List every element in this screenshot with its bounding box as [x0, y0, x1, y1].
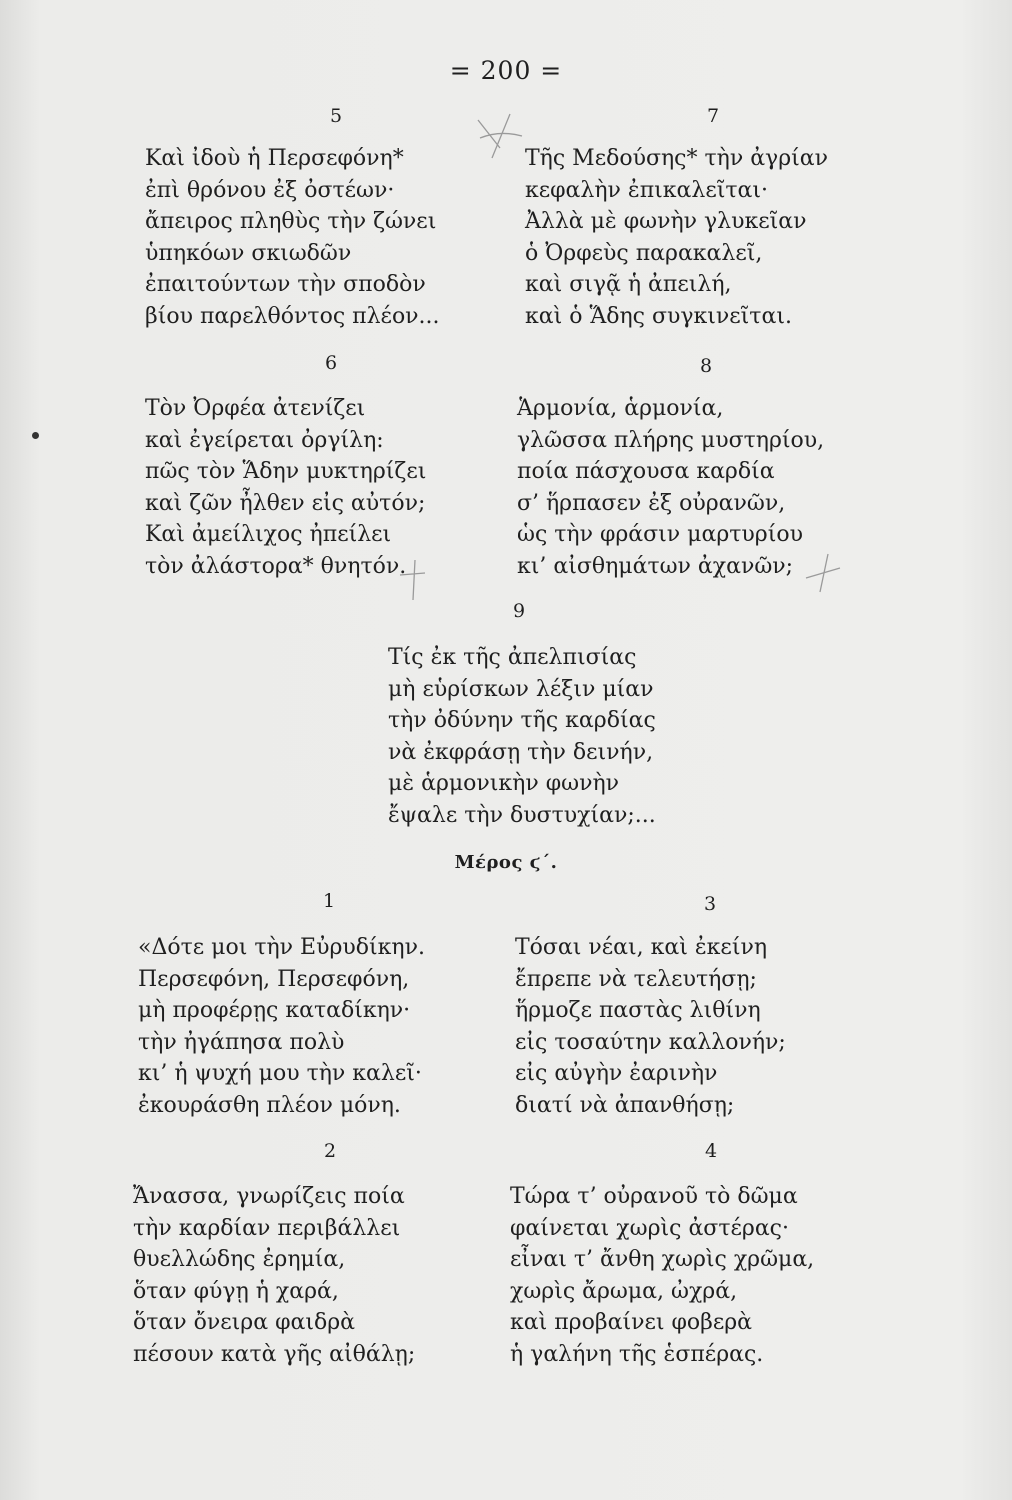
stanza-number: 9: [512, 600, 526, 622]
verse-line: καὶ ἐγείρεται ὀργίλη:: [145, 427, 384, 453]
verse-line: Τῆς Μεδούσης* τὴν ἀγρίαν: [525, 146, 828, 171]
verse-line: Ἄνασσα, γνωρίζεις ποία: [133, 1184, 405, 1209]
verse-line: εἰς αὐγὴν ἐαρινὴν: [515, 1061, 718, 1087]
verse-line: Ἀλλὰ μὲ φωνὴν γλυκεῖαν: [525, 209, 807, 235]
page-number: = 200 =: [449, 56, 563, 85]
verse-line: ἔπρεπε νὰ τελευτήσῃ;: [515, 966, 757, 992]
stanza-number: 3: [703, 893, 717, 915]
verse-line: τὸν ἀλάστορα* θνητόν.: [145, 553, 407, 579]
verse-line: ἔψαλε τὴν δυστυχίαν;...: [388, 802, 656, 828]
verse-line: Καὶ ἀμείλιχος ἠπείλει: [145, 522, 392, 548]
stanza-2: [133, 1181, 415, 1371]
verse-line: ὅταν φύγῃ ἡ χαρά,: [133, 1278, 339, 1304]
verse-line: ὡς τὴν φράσιν μαρτυρίου: [517, 522, 803, 548]
stanza-number: 6: [324, 352, 338, 374]
verse-line: θυελλώδης ἐρημία,: [133, 1247, 346, 1273]
verse-line: ἐπαιτούντων τὴν σποδὸν: [145, 272, 426, 298]
verse-line: εἶναι τ’ ἄνθη χωρὶς χρῶμα,: [510, 1247, 815, 1273]
verse-line: Καὶ ἰδοὺ ἡ Περσεφόνη*: [145, 146, 404, 171]
verse-line: ποία πάσχουσα καρδία: [517, 459, 775, 485]
verse-line: νὰ ἐκφράσῃ τὴν δεινήν,: [388, 739, 654, 765]
verse-line: γλῶσσα πλήρης μυστηρίου,: [517, 427, 825, 453]
verse-line: ὑπηκόων σκιωδῶν: [145, 240, 352, 266]
section-heading: Μέρος ϛ΄.: [454, 852, 558, 873]
stanza-8: [517, 393, 824, 583]
stanza-7: [525, 143, 828, 333]
stanza-5: [145, 143, 440, 333]
ink-dot: [32, 432, 39, 439]
pencil-mark-top: [470, 108, 530, 168]
verse-line: μὴ εὑρίσκων λέξιν μίαν: [388, 676, 654, 702]
verse-line: πῶς τὸν Ἅδην μυκτηρίζει: [145, 459, 427, 485]
verse-line: ἐκουράσθη πλέον μόνη.: [138, 1092, 401, 1118]
verse-line: σ’ ἥρπασεν ἐξ οὐρανῶν,: [517, 490, 786, 516]
verse-line: πέσουν κατὰ γῆς αἰθάλῃ;: [133, 1341, 416, 1367]
verse-line: ἡ γαλήνη τῆς ἑσπέρας.: [510, 1341, 764, 1367]
verse-line: φαίνεται χωρὶς ἀστέρας·: [510, 1215, 789, 1241]
stanza-9: [388, 642, 656, 832]
verse-line: ἐπὶ θρόνου ἐξ ὀστέων·: [145, 177, 395, 203]
verse-line: Τώρα τ’ οὐρανοῦ τὸ δῶμα: [510, 1184, 798, 1209]
verse-line: διατί νὰ ἀπανθήσῃ;: [515, 1092, 735, 1118]
stanza-6: [145, 393, 426, 583]
verse-line: Περσεφόνη, Περσεφόνη,: [138, 966, 410, 992]
stanza-number: 5: [329, 105, 343, 127]
verse-line: Τίς ἐκ τῆς ἀπελπισίας: [388, 645, 637, 670]
verse-line: βίου παρελθόντος πλέον...: [145, 303, 440, 329]
verse-line: ὁ Ὀρφεὺς παρακαλεῖ,: [525, 240, 763, 266]
verse-line: χωρὶς ἄρωμα, ὠχρά,: [510, 1278, 738, 1304]
verse-line: μὲ ἁρμονικὴν φωνὴν: [388, 771, 619, 797]
verse-line: «Δότε μοι τὴν Εὐρυδίκην.: [138, 935, 425, 960]
stanza-3: [515, 932, 786, 1122]
verse-line: τὴν καρδίαν περιβάλλει: [133, 1215, 401, 1241]
verse-line: ἥρμοζε παστὰς λιθίνη: [515, 998, 761, 1024]
verse-line: Ἁρμονία, ἁρμονία,: [517, 396, 724, 421]
verse-line: κι’ αἰσθημάτων ἀχανῶν;: [517, 553, 794, 579]
verse-line: καὶ ζῶν ἦλθεν εἰς αὐτόν;: [145, 490, 426, 516]
verse-line: τὴν ἠγάπησα πολὺ: [138, 1029, 345, 1055]
stanza-4: [510, 1181, 814, 1371]
stanza-1: [138, 932, 425, 1122]
verse-line: κι’ ἡ ψυχή μου τὴν καλεῖ·: [138, 1061, 422, 1087]
verse-line: μὴ προφέρῃς καταδίκην·: [138, 998, 411, 1024]
verse-line: εἰς τοσαύτην καλλονήν;: [515, 1029, 786, 1055]
stanza-number: 4: [704, 1140, 718, 1162]
verse-line: τὴν ὀδύνην τῆς καρδίας: [388, 708, 656, 734]
stanza-number: 2: [323, 1140, 337, 1162]
verse-line: ἄπειρος πληθὺς τὴν ζώνει: [145, 209, 437, 235]
verse-line: καὶ προβαίνει φοβερὰ: [510, 1310, 753, 1336]
verse-line: ὅταν ὄνειρα φαιδρὰ: [133, 1310, 355, 1336]
verse-line: Τόσαι νέαι, καὶ ἐκείνη: [515, 935, 768, 960]
stanza-number: 8: [699, 355, 713, 377]
stanza-number: 1: [322, 890, 336, 912]
verse-line: καὶ σιγᾷ ἡ ἀπειλή,: [525, 272, 732, 298]
verse-line: καὶ ὁ Ἅδης συγκινεῖται.: [525, 303, 792, 329]
stanza-number: 7: [706, 105, 720, 127]
verse-line: κεφαλὴν ἐπικαλεῖται·: [525, 177, 769, 203]
verse-line: Τὸν Ὀρφέα ἀτενίζει: [145, 396, 366, 421]
